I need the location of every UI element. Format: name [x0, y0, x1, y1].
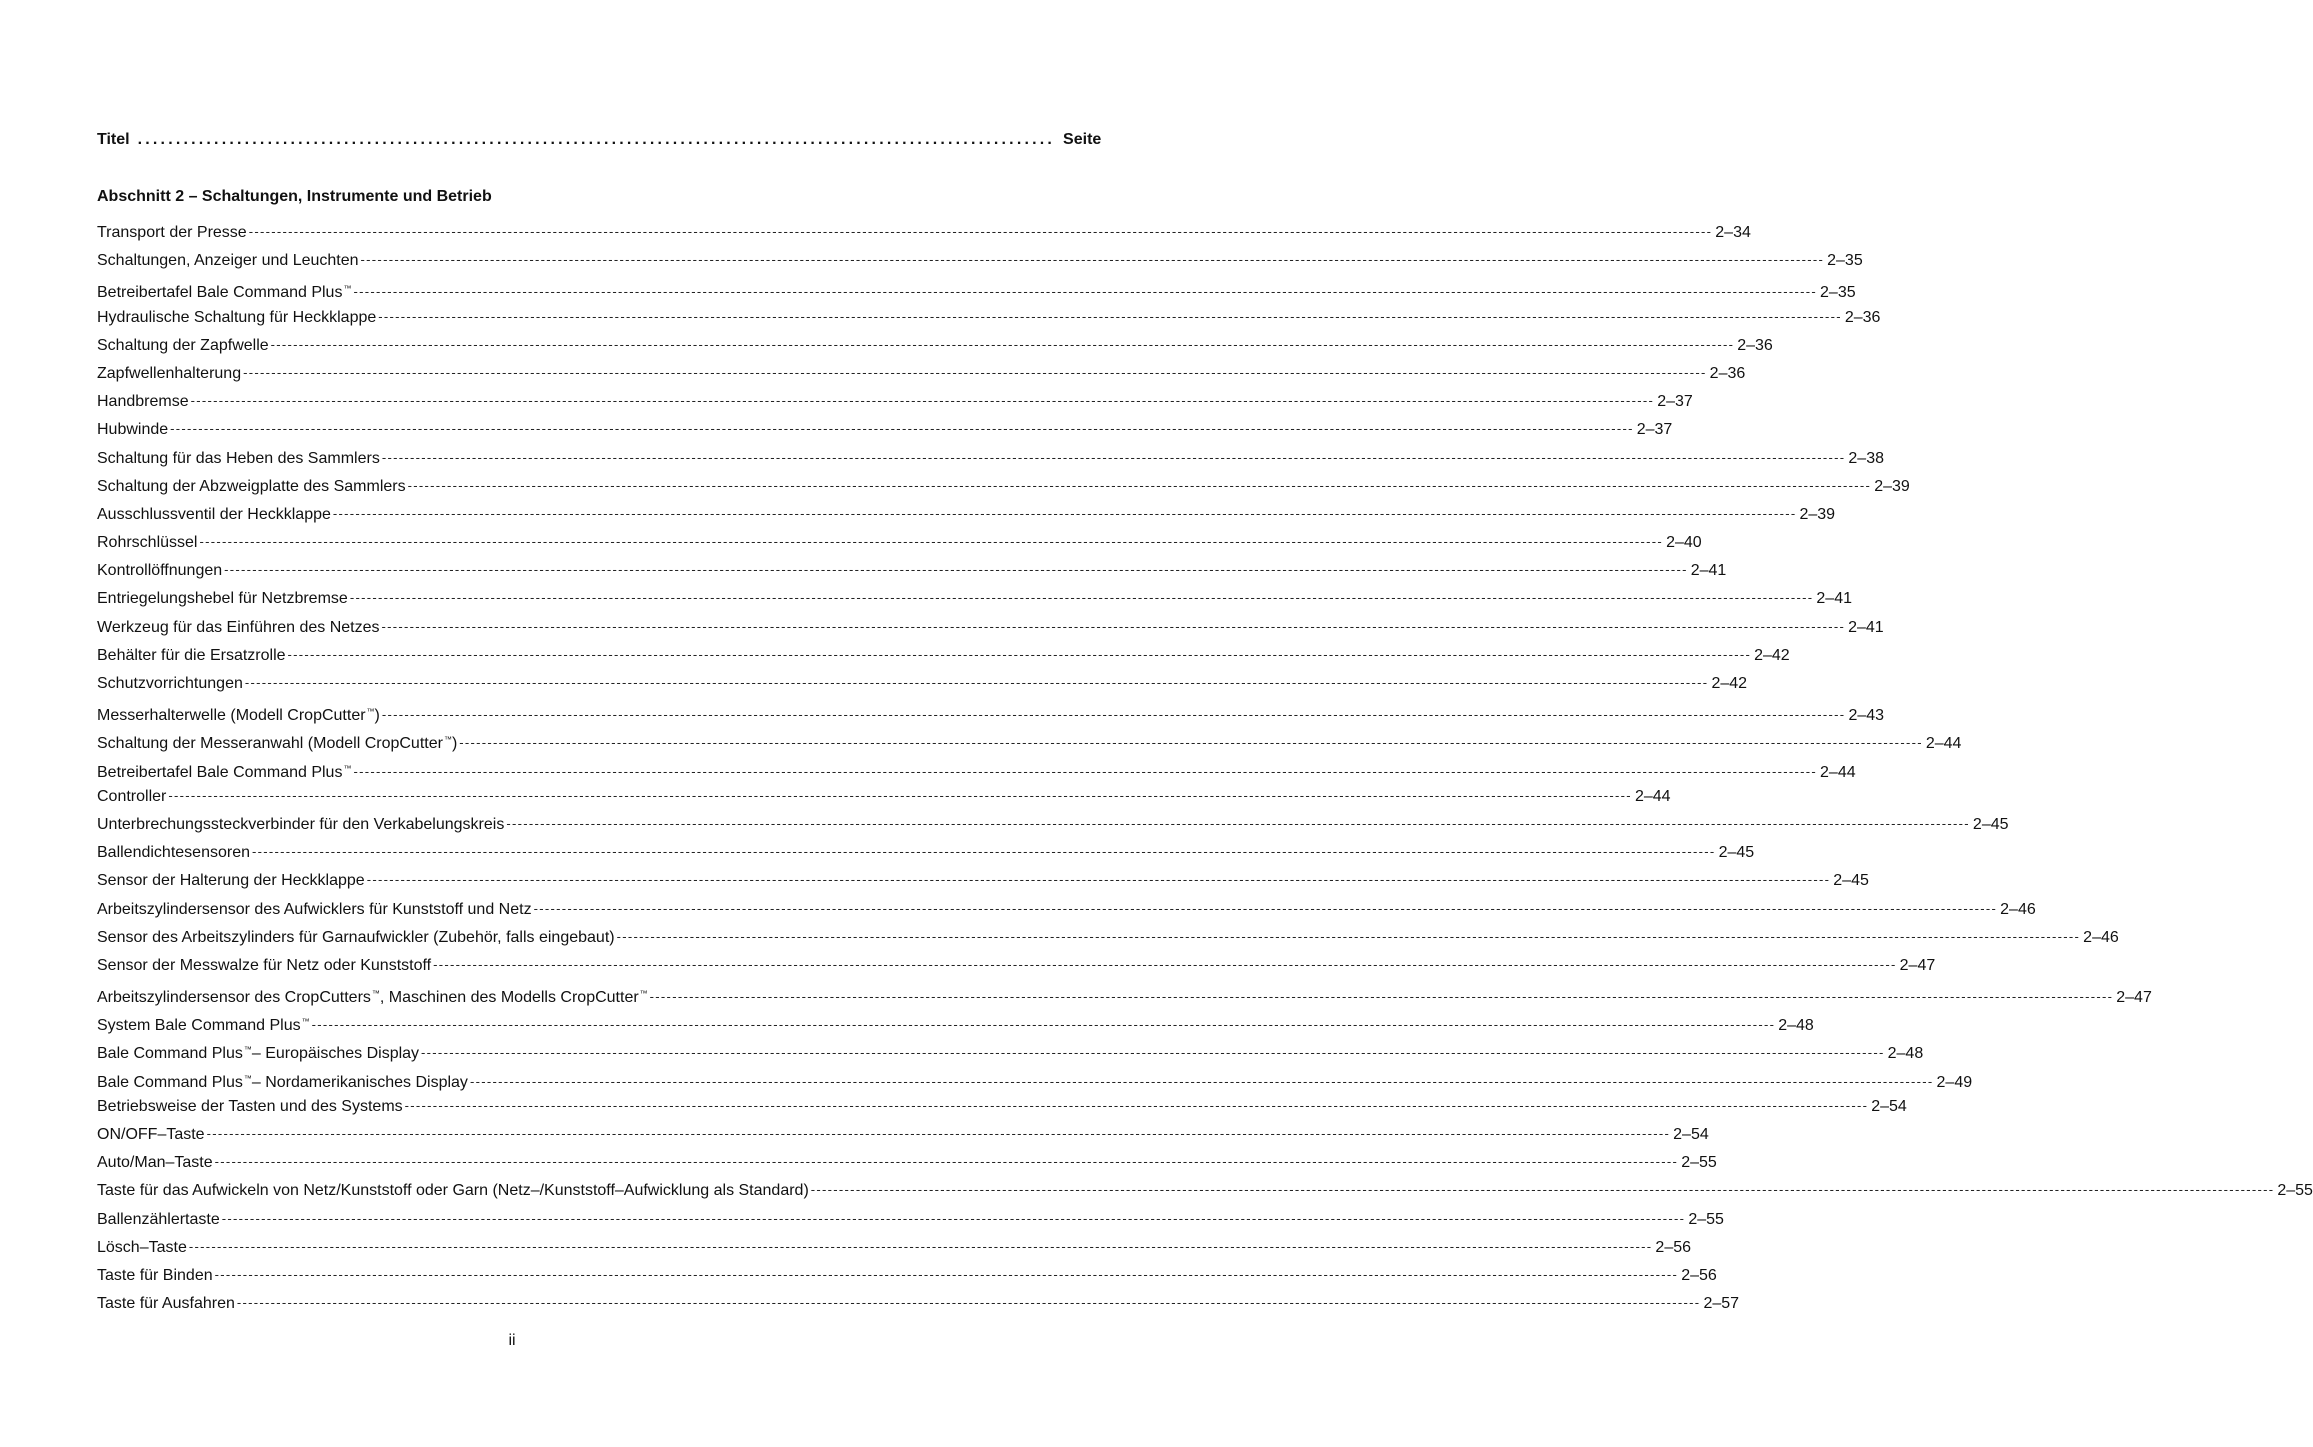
toc-entry-leader: -------------------------------------------------------------------------------------------------------------------------------------------------------------------------------------------------------------------------------------------------------------------- [353, 284, 1818, 300]
toc-entry-title [97, 1149, 213, 1177]
toc-entry-title-text: Sensor der Halterung der Heckklappe [97, 872, 365, 890]
trademark-symbol: ™ [243, 1073, 252, 1083]
toc-entry-title-text: Betriebsweise der Tasten und des Systems [97, 1097, 403, 1115]
toc-entry-title-suffix: , Maschinen des Modells CropCutter [379, 989, 639, 1007]
toc-page [97, 128, 2313, 1318]
toc-entry-page: 2–46 [2000, 900, 2036, 918]
trademark-symbol: ™ [443, 735, 452, 745]
toc-entry-leader: -------------------------------------------------------------------------------------------------------------------------------------------------------------------------------------------------------------------------------------------------------------------- [381, 707, 1846, 723]
toc-entry[interactable] [97, 896, 2036, 924]
toc-entry-title-text: Ballenzählertaste [97, 1210, 220, 1228]
toc-entry-page: 2–56 [1655, 1238, 1692, 1256]
toc-entry-leader: -------------------------------------------------------------------------------------------------------------------------------------------------------------------------------------------------------------------------------------------------------------------- [190, 393, 1655, 409]
toc-entry[interactable] [97, 755, 1856, 783]
toc-entry[interactable] [97, 839, 1755, 867]
toc-entry[interactable] [97, 388, 1693, 416]
toc-entry-page: 2–56 [1681, 1266, 1717, 1284]
toc-entry-leader: -------------------------------------------------------------------------------------------------------------------------------------------------------------------------------------------------------------------------------------------------------------------- [381, 449, 1846, 465]
toc-entry-leader: -------------------------------------------------------------------------------------------------------------------------------------------------------------------------------------------------------------------------------------------------------------------- [810, 1182, 2275, 1198]
toc-entry[interactable] [97, 1290, 1740, 1318]
toc-entry-page: 2–36 [1844, 308, 1881, 326]
toc-entry-leader: -------------------------------------------------------------------------------------------------------------------------------------------------------------------------------------------------------------------------------------------------------------------- [421, 1045, 1885, 1061]
toc-entry-leader: -------------------------------------------------------------------------------------------------------------------------------------------------------------------------------------------------------------------------------------------------------------------- [244, 675, 1709, 690]
toc-entry-title-text: Betreibertafel Bale Command Plus [97, 284, 343, 302]
trademark-symbol: ™ [301, 1017, 310, 1027]
toc-entry-title [97, 1177, 809, 1205]
toc-entry[interactable] [97, 924, 2119, 952]
toc-entry-title-text: Ausschlussventil der Heckklappe [97, 505, 331, 523]
toc-entry-title [97, 614, 380, 642]
toc-entry-title-text: Sensor des Arbeitszylinders für Garnaufwickler (Zubehör, falls eingebaut) [97, 928, 615, 946]
toc-entry-title [97, 1121, 205, 1149]
toc-entry[interactable] [97, 980, 2152, 1008]
toc-entry-leader: -------------------------------------------------------------------------------------------------------------------------------------------------------------------------------------------------------------------------------------------------------------------- [349, 590, 1814, 606]
toc-entry-title [97, 642, 286, 670]
toc-entry-page: 2–55 [1681, 1154, 1717, 1172]
trademark-symbol: ™ [366, 707, 375, 717]
header-leader-dots: ........................................................................................................................ [137, 131, 1056, 148]
toc-entry[interactable] [97, 529, 1702, 557]
toc-entry-page: 2–57 [1703, 1295, 1740, 1313]
toc-entry-leader: -------------------------------------------------------------------------------------------------------------------------------------------------------------------------------------------------------------------------------------------------------------------- [381, 618, 1846, 634]
toc-entry-leader: -------------------------------------------------------------------------------------------------------------------------------------------------------------------------------------------------------------------------------------------------------------------- [433, 956, 1897, 972]
toc-entry-page: 2–46 [2083, 928, 2119, 946]
toc-entry[interactable] [97, 670, 1748, 698]
toc-entry[interactable] [97, 332, 1773, 360]
toc-header [97, 128, 1102, 152]
toc-entry-title-text: Controller [97, 787, 167, 805]
toc-entry[interactable] [97, 219, 1751, 247]
trademark-symbol: ™ [343, 284, 352, 294]
toc-entry-title-text: Schaltung der Zapfwelle [97, 336, 269, 354]
toc-entry[interactable] [97, 952, 1936, 980]
trademark-symbol: ™ [243, 1045, 252, 1055]
toc-entry-title [97, 952, 431, 980]
toc-entry-title [97, 360, 241, 388]
toc-entry[interactable] [97, 1065, 1973, 1093]
toc-entry-title [97, 1290, 235, 1318]
toc-entry-title-text: Taste für das Aufwickeln von Netz/Kunststoff oder Garn (Netz–/Kunststoff–Aufwicklung als Standard) [97, 1182, 809, 1200]
toc-entry[interactable] [97, 783, 1671, 811]
toc-entry[interactable] [97, 247, 1863, 275]
toc-entry-leader: -------------------------------------------------------------------------------------------------------------------------------------------------------------------------------------------------------------------------------------------------------------------- [252, 844, 1716, 860]
toc-entry[interactable] [97, 445, 1884, 473]
toc-entry-leader: -------------------------------------------------------------------------------------------------------------------------------------------------------------------------------------------------------------------------------------------------------------------- [206, 1126, 1671, 1141]
toc-entry-title-text: Handbremse [97, 393, 189, 411]
toc-entry-leader: -------------------------------------------------------------------------------------------------------------------------------------------------------------------------------------------------------------------------------------------------------------------- [221, 1210, 1686, 1226]
toc-entry-leader: -------------------------------------------------------------------------------------------------------------------------------------------------------------------------------------------------------------------------------------------------------------------- [214, 1154, 1679, 1170]
toc-entry[interactable] [97, 1121, 1709, 1149]
toc-entry-leader: -------------------------------------------------------------------------------------------------------------------------------------------------------------------------------------------------------------------------------------------------------------------- [459, 735, 1923, 751]
toc-entry-leader: -------------------------------------------------------------------------------------------------------------------------------------------------------------------------------------------------------------------------------------------------------------------- [353, 763, 1818, 779]
toc-entry-title-text: Schaltung der Abzweigplatte des Sammlers [97, 477, 406, 495]
toc-entry-page: 2–44 [1925, 735, 1962, 753]
toc-entry-title-text: Unterbrechungssteckverbinder für den Verkabelungskreis [97, 815, 505, 833]
toc-entry-leader: -------------------------------------------------------------------------------------------------------------------------------------------------------------------------------------------------------------------------------------------------------------------- [366, 872, 1831, 888]
toc-entry[interactable] [97, 1234, 1692, 1262]
toc-entry-page: 2–36 [1737, 336, 1773, 354]
toc-entry-page: 2–47 [2116, 989, 2152, 1007]
toc-entry-leader: -------------------------------------------------------------------------------------------------------------------------------------------------------------------------------------------------------------------------------------------------------------------- [506, 815, 1970, 831]
toc-entry-page: 2–45 [1972, 815, 2009, 833]
toc-entry-title-suffix: ) [374, 707, 380, 725]
toc-entry-page: 2–34 [1715, 224, 1751, 241]
toc-entry-page: 2–48 [1778, 1017, 1814, 1035]
toc-entry-page: 2–44 [1634, 787, 1671, 805]
toc-entry-leader: -------------------------------------------------------------------------------------------------------------------------------------------------------------------------------------------------------------------------------------------------------------------- [248, 224, 1713, 239]
toc-entry-page: 2–39 [1799, 505, 1836, 523]
toc-entry-title [97, 924, 615, 952]
toc-entry-page: 2–39 [1874, 477, 1910, 495]
toc-entry-title-suffix: – Nordamerikanisches Display [251, 1073, 468, 1091]
toc-entry-title-text: Bale Command Plus [97, 1073, 243, 1091]
toc-entry-title [97, 1234, 187, 1262]
toc-entry[interactable] [97, 1093, 1907, 1121]
toc-entry[interactable] [97, 473, 1910, 501]
toc-entry-title [97, 501, 331, 529]
toc-entry-page: 2–40 [1666, 534, 1702, 552]
toc-entry-title-suffix: – Europäisches Display [251, 1045, 420, 1063]
toc-entry-title-text: Auto/Man–Taste [97, 1154, 213, 1172]
toc-entry-title [97, 585, 348, 613]
toc-entry-title-text: ON/OFF–Taste [97, 1126, 205, 1143]
toc-entry-title-text: Hydraulische Schaltung für Heckklappe [97, 308, 377, 326]
toc-entry-leader: -------------------------------------------------------------------------------------------------------------------------------------------------------------------------------------------------------------------------------------------------------------------- [360, 252, 1825, 268]
page-number: ii [508, 1332, 516, 1349]
toc-entry[interactable] [97, 416, 1673, 444]
toc-entry-leader: -------------------------------------------------------------------------------------------------------------------------------------------------------------------------------------------------------------------------------------------------------------------- [378, 308, 1842, 324]
toc-entry-title-text: Zapfwellenhalterung [97, 364, 242, 382]
toc-entry-title-text: Bale Command Plus [97, 1045, 243, 1063]
toc-entry-title [97, 783, 166, 811]
toc-entry-leader: -------------------------------------------------------------------------------------------------------------------------------------------------------------------------------------------------------------------------------------------------------------------- [170, 421, 1634, 437]
toc-entry-title [97, 332, 269, 360]
toc-entry-title-text: Behälter für die Ersatzrolle [97, 646, 286, 664]
toc-entry[interactable] [97, 1177, 2313, 1205]
toc-entry-title-text: Rohrschlüssel [97, 534, 198, 552]
toc-entry-page: 2–54 [1673, 1126, 1709, 1143]
toc-entry[interactable] [97, 1206, 1724, 1234]
toc-entry[interactable] [97, 867, 1869, 895]
toc-entry-title [97, 1093, 403, 1121]
toc-entry-page: 2–54 [1871, 1097, 1907, 1115]
toc-entry-page: 2–47 [1899, 956, 1936, 974]
toc-entry-title-text: Schaltung der Messeranwahl (Modell CropCutter [97, 735, 443, 753]
trademark-symbol: ™ [371, 989, 380, 999]
toc-entry-leader: -------------------------------------------------------------------------------------------------------------------------------------------------------------------------------------------------------------------------------------------------------------------- [649, 989, 2114, 1005]
toc-entry-page: 2–45 [1718, 844, 1755, 862]
toc-entry-page: 2–45 [1833, 872, 1869, 890]
toc-entry-leader: -------------------------------------------------------------------------------------------------------------------------------------------------------------------------------------------------------------------------------------------------------------------- [199, 534, 1664, 550]
toc-entry[interactable] [97, 614, 1884, 642]
toc-entry-page: 2–41 [1848, 618, 1884, 636]
toc-entry[interactable] [97, 557, 1727, 585]
toc-entry-page: 2–37 [1636, 421, 1673, 439]
toc-entry[interactable] [97, 1008, 1814, 1036]
toc-entry-title-text: System Bale Command Plus [97, 1017, 301, 1035]
toc-entry-title [97, 670, 243, 698]
toc-entry-page: 2–41 [1690, 562, 1727, 580]
toc-entry-page: 2–55 [1688, 1210, 1724, 1228]
toc-entry[interactable] [97, 501, 1836, 529]
toc-entry-title-text: Messerhalterwelle (Modell CropCutter [97, 707, 366, 725]
toc-entry-title-text: Taste für Ausfahren [97, 1295, 235, 1313]
toc-entry-page: 2–38 [1848, 449, 1884, 467]
toc-entry-title-text: Betreibertafel Bale Command Plus [97, 763, 343, 781]
toc-entry-page: 2–55 [2277, 1182, 2313, 1200]
toc-entry-title-text: Ballendichtesensoren [97, 844, 250, 862]
toc-entry-leader: -------------------------------------------------------------------------------------------------------------------------------------------------------------------------------------------------------------------------------------------------------------------- [404, 1097, 1869, 1113]
toc-entry-title-text: Schutzvorrichtungen [97, 675, 243, 692]
toc-entry-leader: -------------------------------------------------------------------------------------------------------------------------------------------------------------------------------------------------------------------------------------------------------------------- [332, 505, 1797, 521]
toc-entry-title-text: Entriegelungshebel für Netzbremse [97, 590, 348, 608]
toc-entry-title [97, 839, 250, 867]
toc-entry-title [97, 445, 380, 473]
toc-entry[interactable] [97, 726, 1962, 754]
toc-entry-leader: -------------------------------------------------------------------------------------------------------------------------------------------------------------------------------------------------------------------------------------------------------------------- [168, 787, 1632, 803]
toc-entry-page: 2–43 [1848, 707, 1885, 725]
toc-entry-leader: -------------------------------------------------------------------------------------------------------------------------------------------------------------------------------------------------------------------------------------------------------------------- [236, 1295, 1701, 1311]
toc-entry[interactable] [97, 811, 2009, 839]
toc-entry-title-text: Arbeitszylindersensor des CropCutters [97, 989, 371, 1007]
toc-entry-page: 2–35 [1827, 252, 1863, 270]
toc-entry-leader: -------------------------------------------------------------------------------------------------------------------------------------------------------------------------------------------------------------------------------------------------------------------- [407, 477, 1872, 493]
toc-entry-leader: -------------------------------------------------------------------------------------------------------------------------------------------------------------------------------------------------------------------------------------------------------------------- [533, 900, 1998, 916]
toc-entry-title [97, 1206, 220, 1234]
toc-entry-title-text: Lösch–Taste [97, 1238, 187, 1256]
toc-entry-leader: -------------------------------------------------------------------------------------------------------------------------------------------------------------------------------------------------------------------------------------------------------------------- [188, 1238, 1653, 1254]
toc-entry-title-text: Kontrollöffnungen [97, 562, 223, 580]
toc-entry-title [97, 473, 406, 501]
toc-entry[interactable] [97, 585, 1852, 613]
toc-entry-page: 2–35 [1820, 284, 1856, 302]
toc-entry[interactable] [97, 642, 1790, 670]
toc-entry-title-text: Hubwinde [97, 421, 169, 439]
section-heading: Abschnitt 2 – Schaltungen, Instrumente und Betrieb [97, 188, 492, 205]
toc-entry-leader: -------------------------------------------------------------------------------------------------------------------------------------------------------------------------------------------------------------------------------------------------------------------- [214, 1266, 1679, 1282]
toc-entry-page: 2–49 [1936, 1073, 1973, 1091]
toc-entry-title-text: Sensor der Messwalze für Netz oder Kunststoff [97, 956, 432, 974]
toc-entry[interactable] [97, 1149, 1717, 1177]
toc-entry-leader: -------------------------------------------------------------------------------------------------------------------------------------------------------------------------------------------------------------------------------------------------------------------- [311, 1017, 1776, 1033]
toc-entry-title-text: Arbeitszylindersensor des Aufwicklers für Kunststoff und Netz [97, 900, 532, 918]
toc-entry-title [97, 867, 365, 895]
toc-entry-page: 2–42 [1711, 675, 1748, 692]
toc-entry-title [97, 529, 197, 557]
trademark-symbol: ™ [639, 989, 648, 999]
toc-entry-title [97, 896, 532, 924]
toc-entry-leader: -------------------------------------------------------------------------------------------------------------------------------------------------------------------------------------------------------------------------------------------------------------------- [469, 1073, 1934, 1089]
toc-entry[interactable] [97, 275, 1856, 303]
toc-entry-page: 2–48 [1887, 1045, 1924, 1063]
toc-entry-leader: -------------------------------------------------------------------------------------------------------------------------------------------------------------------------------------------------------------------------------------------------------------------- [270, 336, 1735, 352]
toc-list [97, 219, 2313, 1318]
page-column-label: Seite [1063, 131, 1102, 148]
toc-entry-page: 2–41 [1816, 590, 1852, 608]
toc-entry-title [97, 247, 359, 275]
toc-entry[interactable] [97, 1036, 1924, 1064]
toc-entry-title [97, 416, 168, 444]
toc-entry-title-suffix: ) [451, 735, 458, 753]
toc-entry-leader: -------------------------------------------------------------------------------------------------------------------------------------------------------------------------------------------------------------------------------------------------------------------- [287, 646, 1752, 662]
toc-entry-title-text: Werkzeug für das Einführen des Netzes [97, 618, 380, 636]
toc-entry-page: 2–37 [1657, 393, 1693, 411]
toc-entry-title [97, 219, 247, 247]
toc-entry-leader: -------------------------------------------------------------------------------------------------------------------------------------------------------------------------------------------------------------------------------------------------------------------- [616, 928, 2081, 944]
toc-entry-leader: -------------------------------------------------------------------------------------------------------------------------------------------------------------------------------------------------------------------------------------------------------------------- [243, 364, 1707, 380]
trademark-symbol: ™ [343, 763, 352, 773]
toc-entry-page: 2–42 [1754, 646, 1790, 664]
toc-entry-title-text: Schaltungen, Anzeiger und Leuchten [97, 252, 359, 270]
toc-entry-title-text: Transport der Presse [97, 224, 247, 241]
toc-entry[interactable] [97, 304, 1881, 332]
toc-entry-title [97, 1262, 213, 1290]
toc-entry[interactable] [97, 698, 1885, 726]
toc-entry[interactable] [97, 360, 1746, 388]
toc-entry-title-text: Taste für Binden [97, 1266, 213, 1284]
toc-entry-page: 2–36 [1709, 364, 1746, 382]
toc-entry-title-text: Schaltung für das Heben des Sammlers [97, 449, 380, 467]
toc-entry-page: 2–44 [1820, 763, 1856, 781]
toc-entry[interactable] [97, 1262, 1717, 1290]
toc-entry-leader: -------------------------------------------------------------------------------------------------------------------------------------------------------------------------------------------------------------------------------------------------------------------- [224, 562, 1688, 578]
toc-entry-title [97, 811, 504, 839]
title-column-label: Titel [97, 131, 130, 148]
toc-entry-title [97, 388, 189, 416]
toc-entry-title [97, 304, 376, 332]
toc-entry-title [97, 557, 222, 585]
